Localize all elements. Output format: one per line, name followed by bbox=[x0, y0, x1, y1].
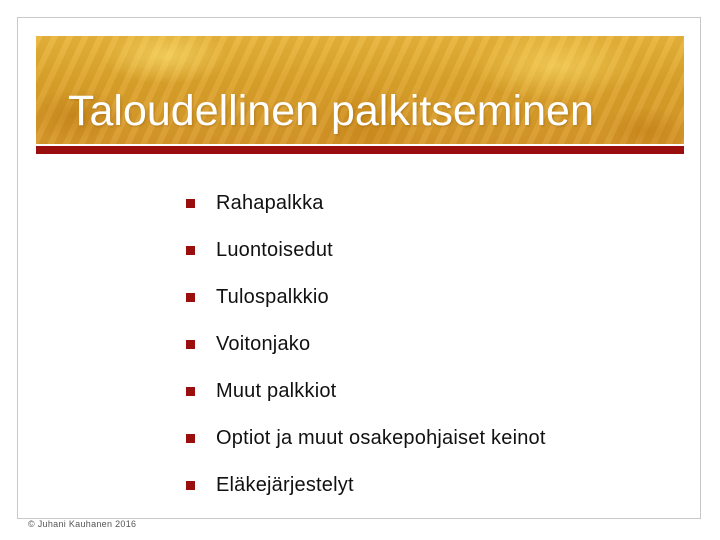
bullet-text: Optiot ja muut osakepohjaiset keinot bbox=[216, 427, 546, 449]
bullet-list bbox=[186, 180, 546, 509]
square-bullet-icon bbox=[186, 387, 195, 396]
bullet-text: Rahapalkka bbox=[216, 192, 324, 214]
bullet-item bbox=[186, 180, 546, 227]
square-bullet-icon bbox=[186, 293, 195, 302]
bullet-item bbox=[186, 227, 546, 274]
bullet-text: Tulospalkkio bbox=[216, 286, 329, 308]
bullet-text: Voitonjako bbox=[216, 333, 311, 355]
bullet-item bbox=[186, 368, 546, 415]
bullet-item bbox=[186, 415, 546, 462]
square-bullet-icon bbox=[186, 481, 195, 490]
title-banner bbox=[36, 36, 684, 144]
square-bullet-icon bbox=[186, 246, 195, 255]
bullet-item bbox=[186, 462, 546, 509]
copyright-footer: © Juhani Kauhanen 2016 bbox=[28, 519, 137, 529]
bullet-text: Luontoisedut bbox=[216, 239, 333, 261]
bullet-text: Eläkejärjestelyt bbox=[216, 474, 354, 496]
slide-title: Taloudellinen palkitseminen bbox=[68, 87, 594, 135]
square-bullet-icon bbox=[186, 340, 195, 349]
square-bullet-icon bbox=[186, 199, 195, 208]
bullet-item bbox=[186, 274, 546, 321]
square-bullet-icon bbox=[186, 434, 195, 443]
bullet-text: Muut palkkiot bbox=[216, 380, 337, 402]
bullet-item bbox=[186, 321, 546, 368]
title-underline bbox=[36, 146, 684, 154]
